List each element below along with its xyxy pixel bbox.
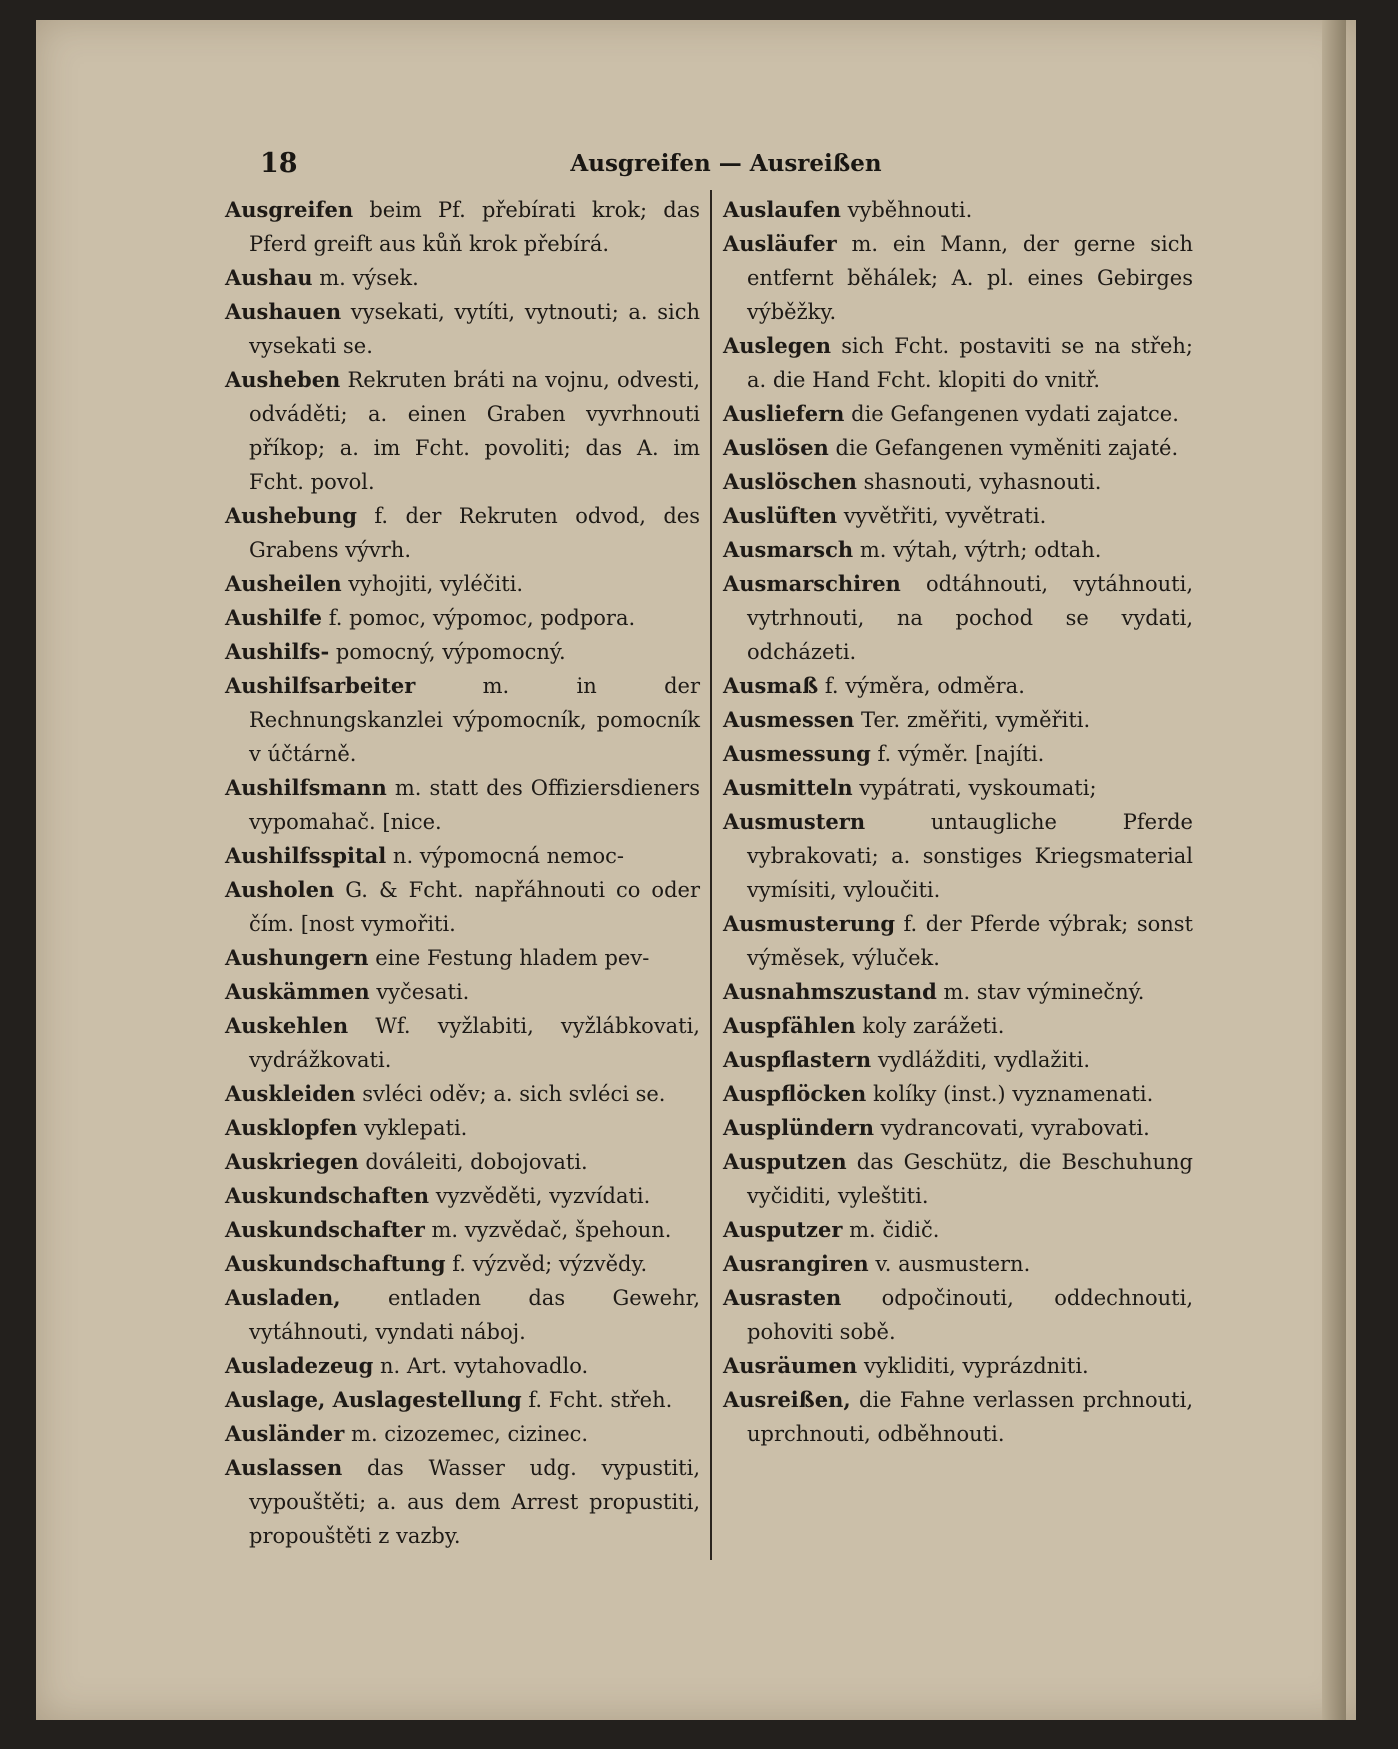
entry-definition: odpočinouti, oddechnouti, pohoviti sobě. [747,1286,1193,1344]
dictionary-entry [723,431,1193,465]
entry-headword: Aushilfsmann [225,775,387,800]
entry-headword: Ausmaß [723,673,819,698]
entry-headword: Auskriegen [225,1149,359,1174]
dictionary-entry [723,1111,1193,1145]
entry-headword: Ausputzer [723,1217,843,1242]
entry-headword: Aushungern [225,945,369,970]
dictionary-entry [723,1383,1193,1451]
entry-definition: vyčesati. [376,980,470,1004]
dictionary-entry [723,397,1193,431]
dictionary-entry [225,499,700,567]
dictionary-entry [225,1111,700,1145]
entry-headword: Auslösen [723,435,829,460]
entry-headword: Ausrangiren [723,1251,869,1276]
entry-headword: Ausmessung [723,741,871,766]
entry-headword: Ausgreifen [225,197,354,222]
dictionary-entry [225,1281,700,1349]
entry-headword: Auslage, Auslagestellung [225,1387,522,1412]
dictionary-entry [225,1247,700,1281]
entry-headword: Ausreißen, [723,1387,851,1412]
entry-headword: Ausmarschiren [723,571,901,596]
entry-definition: vyvětřiti, vyvětrati. [843,504,1047,528]
entry-headword: Ausnahmszustand [723,979,937,1004]
left-column [225,193,700,1553]
entry-definition: vydrancovati, vyrabovati. [880,1116,1150,1140]
dictionary-entry [225,1451,700,1553]
entry-headword: Ausmarsch [723,537,854,562]
dictionary-entry [723,1213,1193,1247]
entry-definition: f. der Rekruten odvod, des Grabens vývrh. [249,504,700,562]
entry-definition: sich Fcht. postaviti se na střeh; a. die Hand Fcht. klopiti do vnitř. [747,334,1193,392]
entry-headword: Aushebung [225,503,357,528]
entry-headword: Ausländer [225,1421,345,1446]
entry-definition: das Wasser udg. vypustiti, vypouštěti; a. aus dem Arrest propustiti, propouštěti z vazby. [249,1456,700,1548]
dictionary-entry [225,601,700,635]
dictionary-entry [225,1213,700,1247]
entry-headword: Auslöschen [723,469,857,494]
entry-headword: Ausheilen [225,571,342,596]
entry-headword: Auslüften [723,503,837,528]
entry-headword: Ausmessen [723,707,855,732]
dictionary-entry [225,567,700,601]
entry-definition: shasnouti, vyhasnouti. [863,470,1102,494]
entry-headword: Ausläufer [723,231,837,256]
dictionary-entry [225,261,700,295]
entry-definition: m. stav výminečný. [943,980,1145,1004]
entry-definition: f. výměr. [najíti. [877,742,1045,766]
entry-headword: Ausladen, [225,1285,341,1310]
entry-headword: Ausklopfen [225,1115,358,1140]
right-column [723,193,1193,1451]
entry-definition: die Gefangenen vyměniti zajaté. [835,436,1179,460]
entry-definition: G. & Fcht. napřáhnouti co oder čím. [nost vymořiti. [249,878,700,936]
entry-definition: eine Festung hladem pev- [375,946,650,970]
entry-definition: das Geschütz, die Beschuhung vyčiditi, vyleštiti. [747,1150,1193,1208]
entry-headword: Auskundschaften [225,1183,430,1208]
entry-headword: Ausladezeug [225,1353,374,1378]
dictionary-entry [723,227,1193,329]
entry-definition: f. výměra, odměra. [824,674,1025,698]
entry-definition: vydlážditi, vydlažiti. [877,1048,1091,1072]
entry-definition: n. Art. vytahovadlo. [379,1354,589,1378]
dictionary-entry [225,635,700,669]
entry-definition: entladen das Gewehr, vytáhnouti, vyndati náboj. [249,1286,700,1344]
dictionary-entry [723,669,1193,703]
entry-definition: f. pomoc, výpomoc, podpora. [328,606,636,630]
entry-definition: dováleiti, dobojovati. [365,1150,588,1174]
entry-definition: die Fahne verlassen prchnouti, uprchnouti, odběhnouti. [747,1388,1193,1446]
dictionary-entry [225,873,700,941]
dictionary-entry [723,737,1193,771]
entry-headword: Aushilfe [225,605,323,630]
entry-headword: Ausräumen [723,1353,858,1378]
entry-headword: Auspfählen [723,1013,856,1038]
entry-headword: Ausheben [225,367,341,392]
page-number: 18 [260,148,298,179]
dictionary-entry [723,1281,1193,1349]
dictionary-entry [225,941,700,975]
entry-definition: pomocný, výpomocný. [335,640,566,664]
page-header [226,148,1226,188]
entry-headword: Ausrasten [723,1285,842,1310]
dictionary-entry [225,1383,700,1417]
entry-headword: Auspflastern [723,1047,872,1072]
dictionary-entry [723,193,1193,227]
entry-definition: Ter. změřiti, vyměřiti. [860,708,1091,732]
entry-headword: Aushilfsarbeiter [225,673,416,698]
entry-definition: die Gefangenen vydati zajatce. [851,402,1179,426]
entry-definition: f. Fcht. střeh. [528,1388,673,1412]
entry-definition: vyhojiti, vyléčiti. [348,572,524,596]
entry-headword: Ausliefern [723,401,845,426]
entry-definition: odtáhnouti, vytáhnouti, vytrhnouti, na pochod se vydati, odcházeti. [747,572,1193,664]
entry-headword: Ausputzen [723,1149,847,1174]
entry-headword: Auskleiden [225,1081,356,1106]
dictionary-entry [225,363,700,499]
dictionary-entry [723,1247,1193,1281]
entry-definition: f. der Pferde výbrak; sonst výměsek, výluček. [747,912,1193,970]
entry-definition: vykliditi, vyprázdniti. [863,1354,1089,1378]
entry-definition: Wf. vyžlabiti, vyžlábkovati, vydrážkovati. [249,1014,700,1072]
entry-definition: vyběhnouti. [847,198,973,222]
entry-headword: Auskundschaftung [225,1251,446,1276]
entry-definition: n. výpomocná nemoc- [392,844,625,868]
dictionary-entry [723,1349,1193,1383]
dictionary-entry [723,907,1193,975]
entry-headword: Ausholen [225,877,335,902]
column-divider [710,190,712,1560]
dictionary-entry [723,771,1193,805]
dictionary-entry [225,771,700,839]
entry-definition: vyzvěděti, vyzvídati. [435,1184,651,1208]
dictionary-entry [723,1077,1193,1111]
entry-headword: Auslegen [723,333,832,358]
entry-headword: Auspflöcken [723,1081,867,1106]
entry-definition: m. cizozemec, cizinec. [351,1422,589,1446]
entry-definition: koly zarážeti. [862,1014,1005,1038]
dictionary-entry [225,839,700,873]
entry-headword: Ausmustern [723,809,866,834]
dictionary-entry [225,1145,700,1179]
entry-headword: Auskundschafter [225,1217,425,1242]
dictionary-entry [225,295,700,363]
dictionary-entry [225,1009,700,1077]
entry-definition: vypátrati, vyskoumati; [859,776,1097,800]
entry-definition: m. výsek. [319,266,419,290]
entry-definition: m. in der Rechnungskanzlei výpomocník, pomocník v účtárně. [249,674,700,766]
entry-definition: m. výtah, výtrh; odtah. [859,538,1102,562]
dictionary-entry [225,1349,700,1383]
page-spine [1322,20,1346,1720]
dictionary-entry [723,703,1193,737]
dictionary-entry [225,975,700,1009]
dictionary-entry [723,329,1193,397]
entry-headword: Auskämmen [225,979,370,1004]
entry-headword: Aushauen [225,299,342,324]
entry-definition: vysekati, vytíti, vytnouti; a. sich vysekati se. [249,300,700,358]
dictionary-entry [225,1179,700,1213]
dictionary-entry [225,1077,700,1111]
entry-definition: f. výzvěd; výzvědy. [452,1252,648,1276]
dictionary-entry [723,533,1193,567]
entry-headword: Aushilfs- [225,639,330,664]
dictionary-entry [723,1145,1193,1213]
entry-definition: svléci oděv; a. sich svléci se. [362,1082,666,1106]
entry-headword: Ausplündern [723,1115,874,1140]
entry-headword: Ausmusterung [723,911,896,936]
dictionary-entry [225,1417,700,1451]
dictionary-entry [723,499,1193,533]
entry-definition: kolíky (inst.) vyznamenati. [873,1082,1154,1106]
dictionary-entry [723,805,1193,907]
entry-headword: Aushilfsspital [225,843,387,868]
entry-headword: Ausmitteln [723,775,853,800]
dictionary-entry [723,567,1193,669]
dictionary-entry [225,193,700,261]
entry-definition: m. vyzvědač, špehoun. [431,1218,672,1242]
dictionary-entry [723,975,1193,1009]
entry-headword: Auskehlen [225,1013,349,1038]
entry-headword: Aushau [225,265,313,290]
entry-headword: Auslaufen [723,197,841,222]
entry-definition: untaugliche Pferde vybrakovati; a. sonstiges Kriegsmaterial vymísiti, vyloučiti. [747,810,1193,902]
entry-definition: Rekruten bráti na vojnu, odvesti, odváděti; a. einen Graben vyvrhnouti příkop; a. im Fcht. povoliti; das A. im Fcht. povol. [249,368,700,494]
entry-definition: m. čidič. [849,1218,940,1242]
dictionary-entry [723,465,1193,499]
entry-definition: m. ein Mann, der gerne sich entfernt běhálek; A. pl. eines Gebirges výběžky. [747,232,1193,324]
entry-definition: vyklepati. [363,1116,468,1140]
dictionary-entry [225,669,700,771]
entry-definition: v. ausmustern. [875,1252,1031,1276]
dictionary-entry [723,1009,1193,1043]
entry-definition: m. statt des Offiziersdieners vypomahač. [nice. [249,776,700,834]
entry-definition: beim Pf. přebírati krok; das Pferd greift aus kůň krok přebírá. [249,198,700,256]
dictionary-entry [723,1043,1193,1077]
running-head: Ausgreifen — Ausreißen [570,150,882,177]
entry-headword: Auslassen [225,1455,343,1480]
